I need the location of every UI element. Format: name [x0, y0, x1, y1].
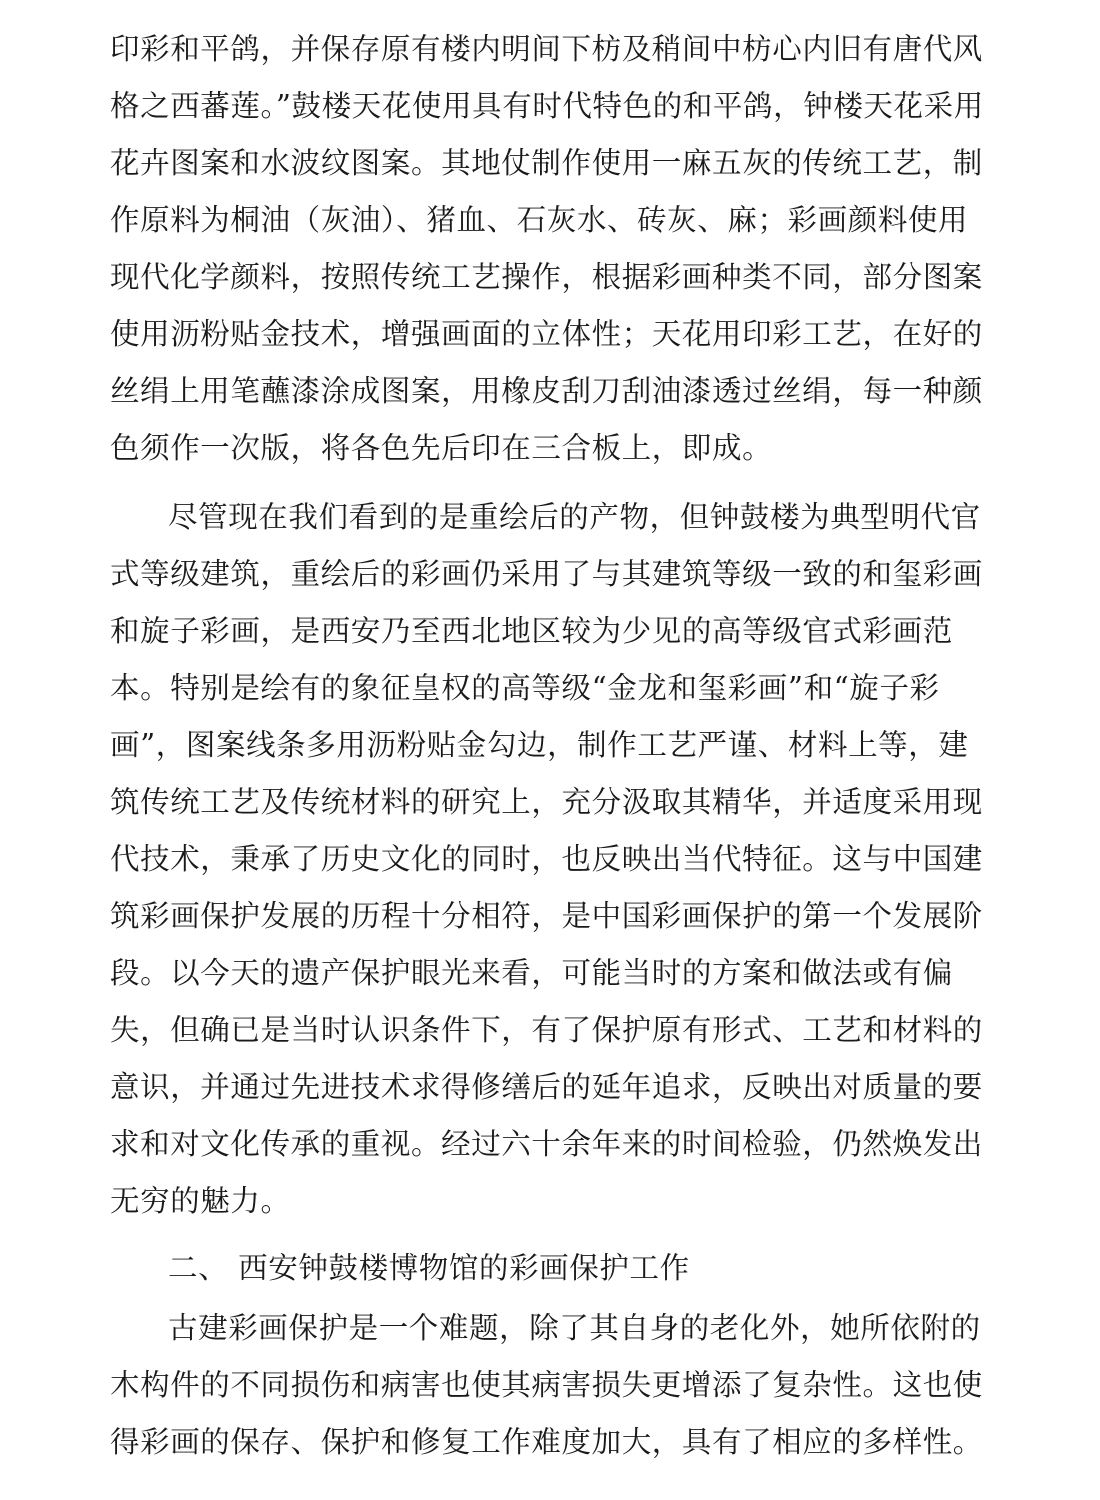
text-line: 印彩和平鸽，并保存原有楼内明间下枋及稍间中枋心内旧有唐代风 [110, 32, 983, 66]
text-line: 花卉图案和水波纹图案。其地仗制作使用一麻五灰的传统工艺，制 [110, 146, 983, 180]
text-line: 和旋子彩画，是西安乃至西北地区较为少见的高等级官式彩画范 [110, 614, 953, 648]
text-line: 现代化学颜料，按照传统工艺操作，根据彩画种类不同，部分图案 [110, 260, 983, 294]
text-line: 色须作一次版，将各色先后印在三合板上，即成。 [110, 431, 773, 465]
paragraph-first-line: 尽管现在我们看到的是重绘后的产物，但钟鼓楼为典型明代官 [168, 500, 981, 534]
text-line: 失，但确已是当时认识条件下，有了保护原有形式、工艺和材料的 [110, 1013, 983, 1047]
paragraph-first-line: 古建彩画保护是一个难题，除了其自身的老化外，她所依附的 [168, 1311, 981, 1345]
text-line: 代技术，秉承了历史文化的同时，也反映出当代特征。这与中国建 [110, 842, 983, 876]
text-line: 画”，图案线条多用沥粉贴金勾边，制作工艺严谨、材料上等，建 [110, 728, 969, 762]
text-line: 得彩画的保存、保护和修复工作难度加大，具有了相应的多样性。 [110, 1425, 983, 1459]
text-line: 木构件的不同损伤和病害也使其病害损失更增添了复杂性。这也使 [110, 1368, 983, 1402]
text-line: 段。以今天的遗产保护眼光来看，可能当时的方案和做法或有偏 [110, 956, 953, 990]
text-line: 意识，并通过先进技术求得修缮后的延年追求，反映出对质量的要 [110, 1070, 983, 1104]
section-heading: 二、 西安钟鼓楼博物馆的彩画保护工作 [168, 1251, 690, 1285]
text-line: 求和对文化传承的重视。经过六十余年来的时间检验，仍然焕发出 [110, 1127, 983, 1161]
text-line: 无穷的魅力。 [110, 1184, 291, 1218]
text-line: 使用沥粉贴金技术，增强画面的立体性；天花用印彩工艺，在好的 [110, 317, 983, 351]
text-line: 筑彩画保护发展的历程十分相符，是中国彩画保护的第一个发展阶 [110, 899, 983, 933]
text-line: 筑传统工艺及传统材料的研究上，充分汲取其精华，并适度采用现 [110, 785, 983, 819]
text-line: 式等级建筑，重绘后的彩画仍采用了与其建筑等级一致的和玺彩画 [110, 557, 983, 591]
text-line: 格之西蕃莲。”鼓楼天花使用具有时代特色的和平鸽，钟楼天花采用 [110, 89, 984, 123]
text-line: 本。特别是绘有的象征皇权的高等级“金龙和玺彩画”和“旋子彩 [110, 671, 940, 705]
text-line: 丝绢上用笔蘸漆涂成图案，用橡皮刮刀刮油漆透过丝绢，每一种颜 [110, 374, 983, 408]
text-line: 作原料为桐油（灰油）、猪血、石灰水、砖灰、麻；彩画颜料使用 [110, 203, 969, 237]
